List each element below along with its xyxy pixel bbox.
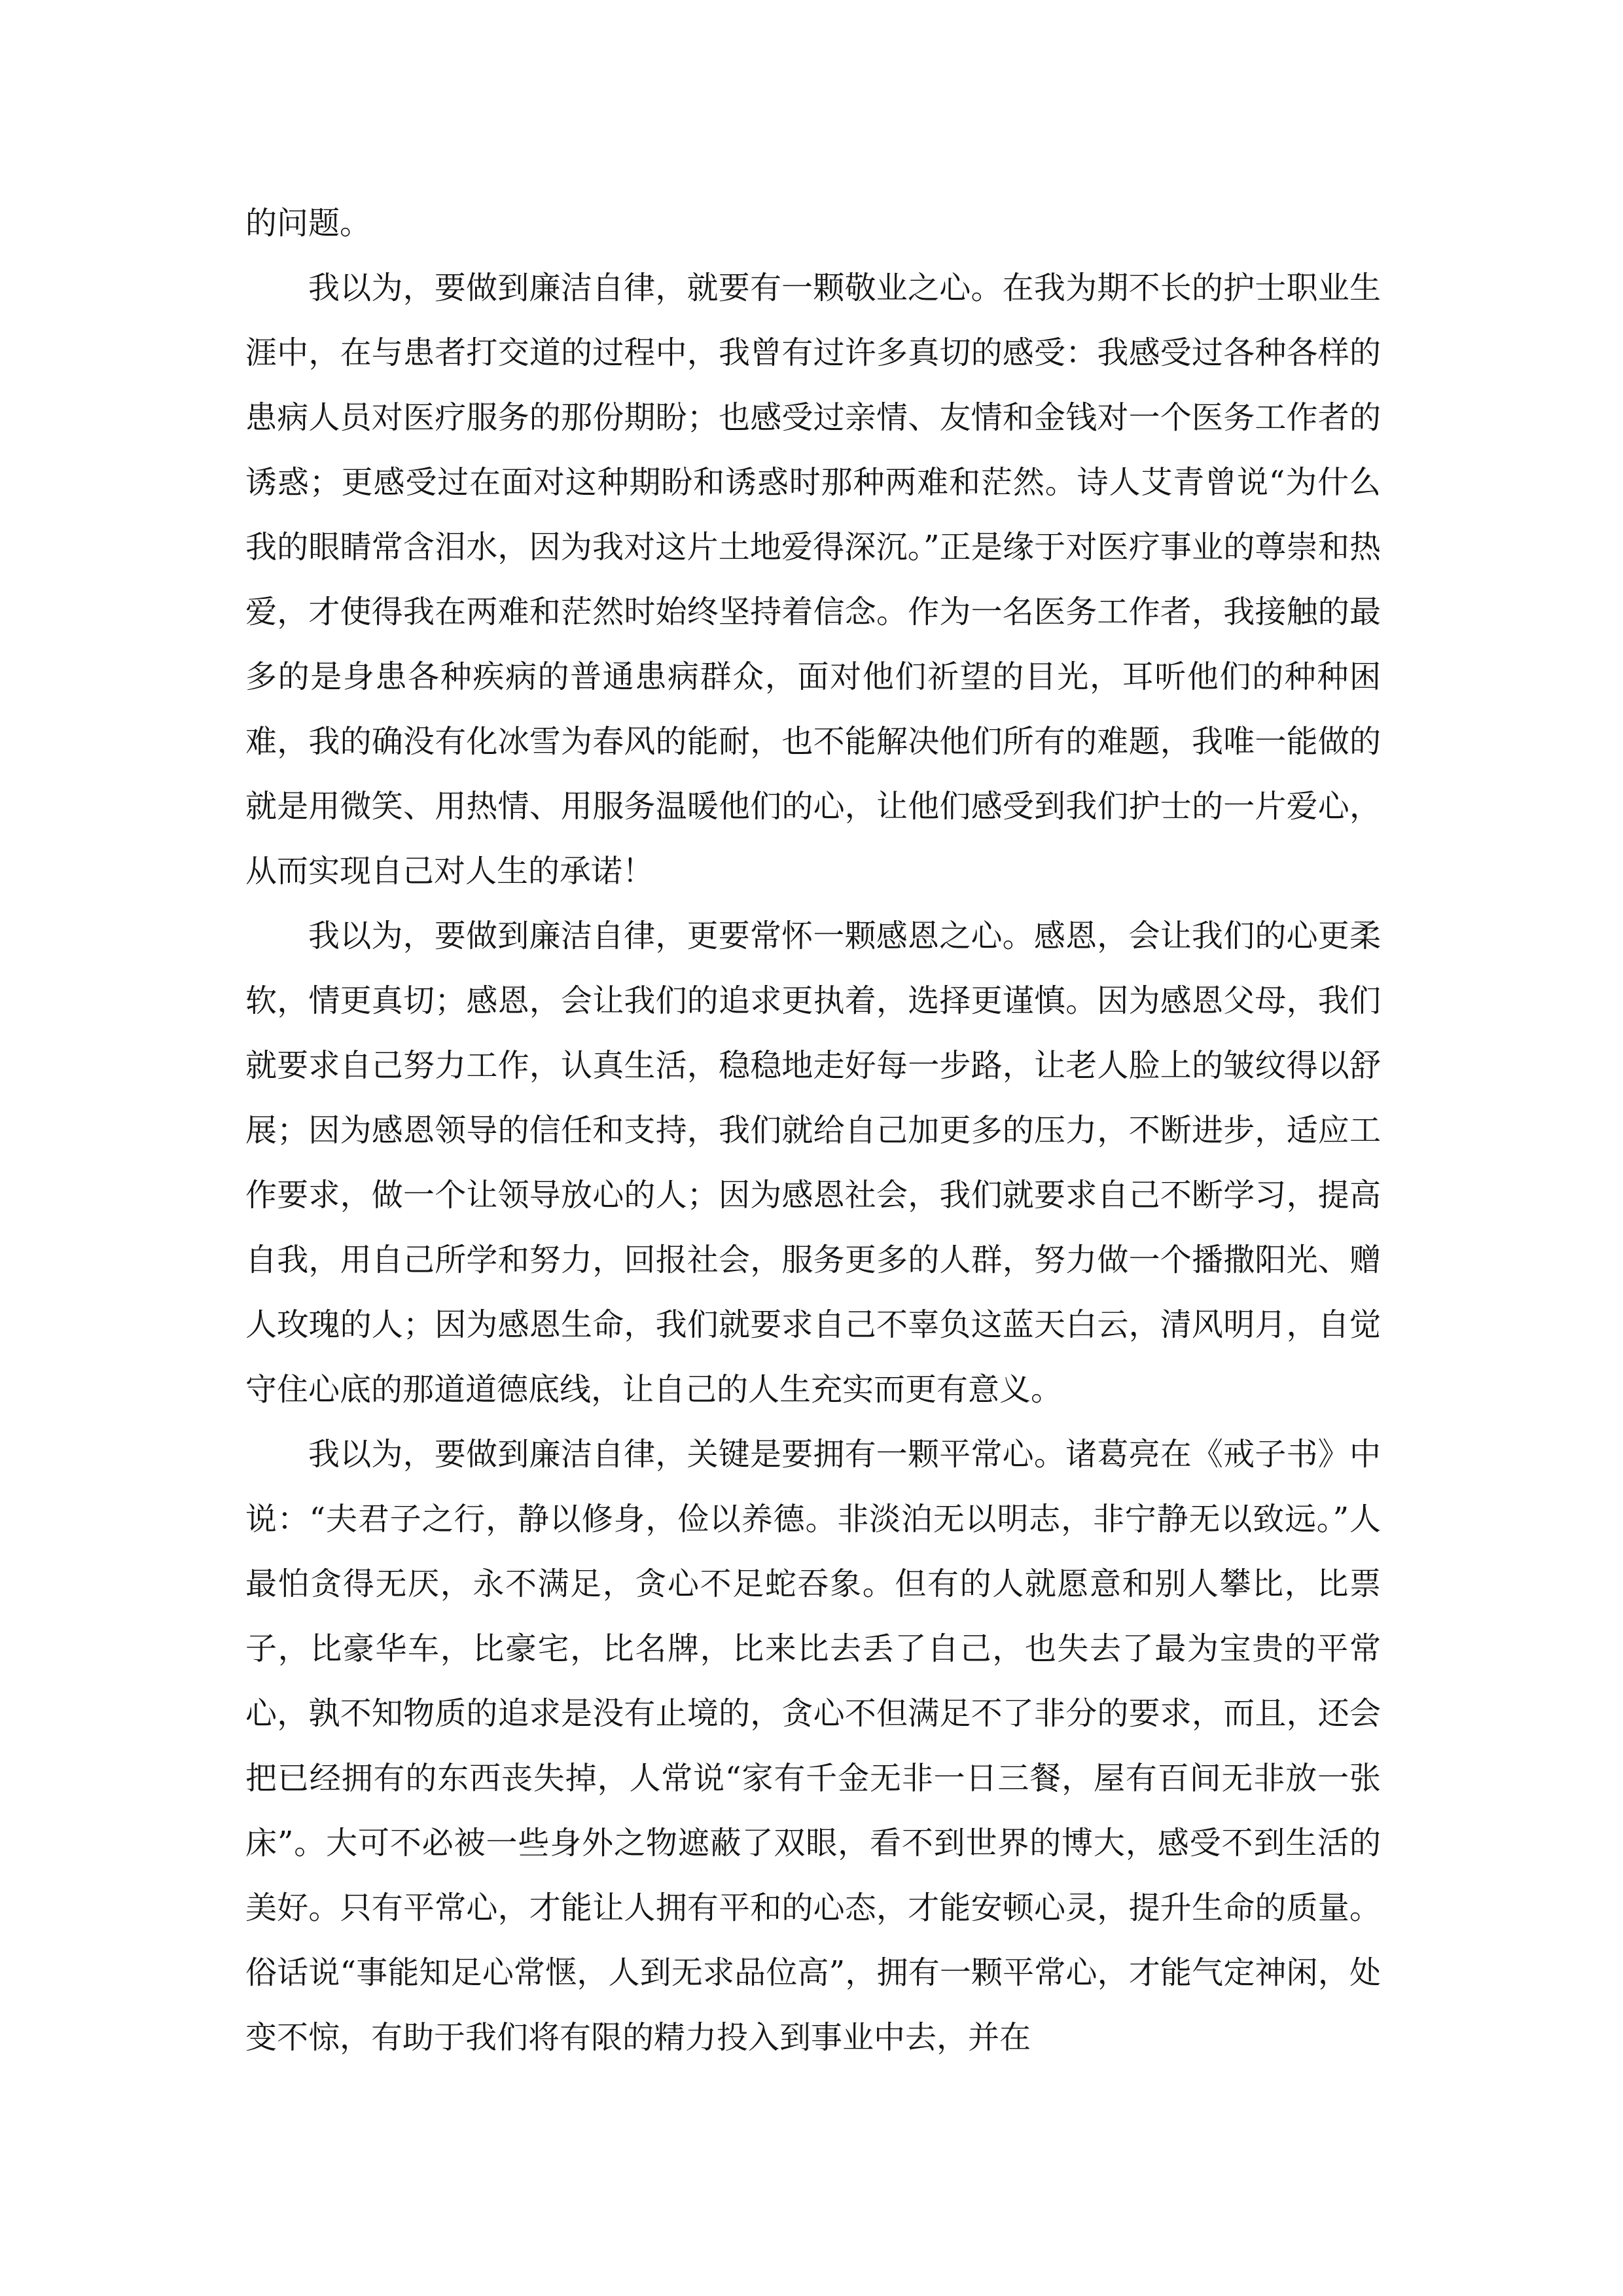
document-page [245,191,1381,2070]
paragraph-dedication: 我以为，要做到廉洁自律，就要有一颗敬业之心。在我为期不长的护士职业生涯中，在与患者打交道的过程中，我曾有过许多真切的感受：我感受过各种各样的患病人员对医疗服务的那份期盼；也感受过亲情、友情和金钱对一个医务工作者的诱惑；更感受过在面对这种期盼和诱惑时那种两难和茫然。诗人艾青曾说“为什么我的眼睛常含泪水，因为我对这片土地爱得深沉。”正是缘于对医疗事业的尊崇和热爱，才使得我在两难和茫然时始终坚持着信念。作为一名医务工作者，我接触的最多的是身患各种疾病的普通患病群众，面对他们祈望的目光，耳听他们的种种困难，我的确没有化冰雪为春风的能耐，也不能解决他们所有的难题，我唯一能做的就是用微笑、用热情、用服务温暖他们的心，让他们感受到我们护士的一片爱心，从而实现自己对人生的承诺！ [245,270,1381,889]
paragraph-continuation: 的问题。 [245,205,372,242]
paragraph-gratitude: 我以为，要做到廉洁自律，更要常怀一颗感恩之心。感恩，会让我们的心更柔软，情更真切；感恩，会让我们的追求更执着，选择更谨慎。因为感恩父母，我们就要求自己努力工作，认真生活，稳稳地走好每一步路，让老人脸上的皱纹得以舒展；因为感恩领导的信任和支持，我们就给自己加更多的压力，不断进步，适应工作要求，做一个让领导放心的人；因为感恩社会，我们就要求自己不断学习，提高自我，用自己所学和努力，回报社会，服务更多的人群，努力做一个播撒阳光、赠人玫瑰的人；因为感恩生命，我们就要求自己不辜负这蓝天白云，清风明月，自觉守住心底的那道道德底线，让自己的人生充实而更有意义。 [245,918,1381,1408]
paragraph-ordinary-mind: 我以为，要做到廉洁自律，关键是要拥有一颗平常心。诸葛亮在《戒子书》中说：“夫君子之行，静以修身，俭以养德。非淡泊无以明志，非宁静无以致远。”人最怕贪得无厌，永不满足，贪心不足蛇吞象。但有的人就愿意和别人攀比，比票子，比豪华车，比豪宅，比名牌，比来比去丢了自己，也失去了最为宝贵的平常心，孰不知物质的追求是没有止境的，贪心不但满足不了非分的要求，而且，还会把已经拥有的东西丧失掉，人常说“家有千金无非一日三餐，屋有百间无非放一张床”。大可不必被一些身外之物遮蔽了双眼，看不到世界的博大，感受不到生活的美好。只有平常心，才能让人拥有平和的心态，才能安顿心灵，提升生命的质量。俗话说“事能知足心常惬，人到无求品位高”，拥有一颗平常心，才能气定神闲，处变不惊，有助于我们将有限的精力投入到事业中去，并在 [245,1436,1381,2056]
